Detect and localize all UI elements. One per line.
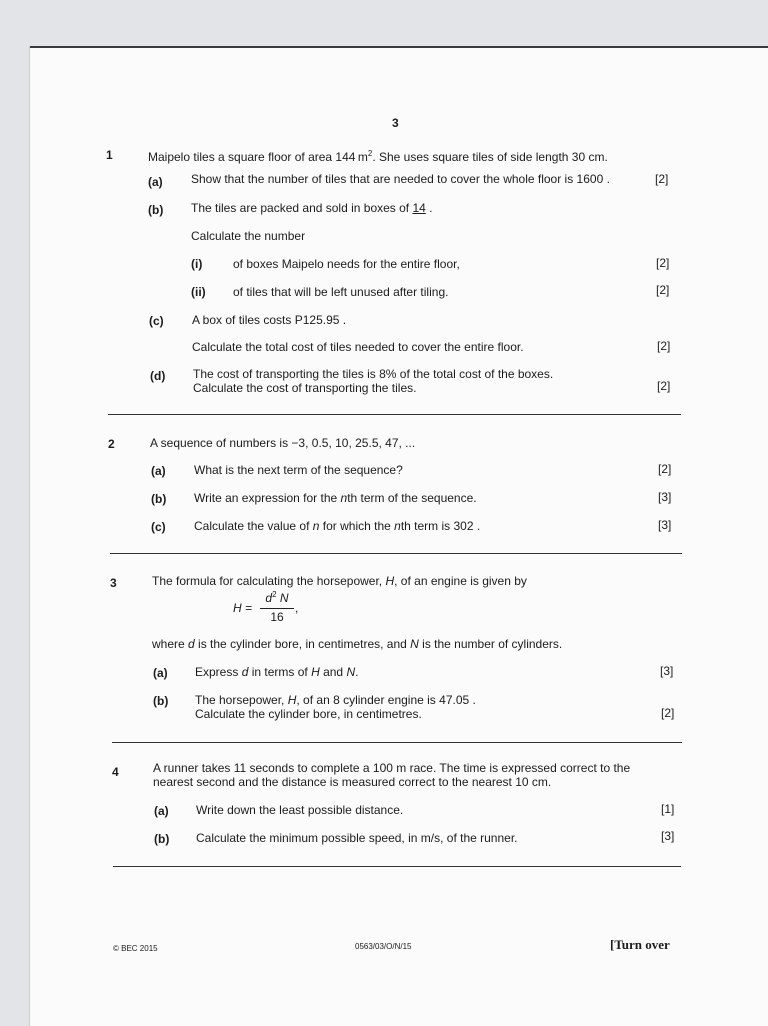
formula-denominator: 16	[270, 610, 284, 624]
formula-numerator: $d^2$ N	[265, 590, 289, 605]
q1-part-bi-label: (i)	[191, 257, 203, 271]
q1-part-bi-marks: [2]	[656, 256, 670, 270]
question-3-number: 3	[110, 576, 117, 590]
q1-part-a-marks: [2]	[655, 172, 669, 186]
question-1-number: 1	[106, 148, 113, 162]
q4-part-b-text: Calculate the minimum possible speed, in m/s, of the runner.	[196, 831, 518, 845]
q1-part-d-marks: [2]	[657, 379, 671, 393]
turn-over-label: [Turn over	[610, 937, 670, 952]
question-1-stem: Maipelo tiles a square floor of area 144 $m^2$. She uses square tiles of side length 30 cm.	[148, 149, 608, 164]
divider-q2	[110, 553, 682, 554]
q2-part-a-label: (a)	[151, 464, 166, 478]
q3-part-a-text: Express d in terms of H and N.	[195, 665, 359, 679]
question-2-stem: A sequence of numbers is −3, 0.5, 10, 25.5, 47, ...	[150, 436, 416, 450]
q3-part-b-label: (b)	[153, 694, 169, 708]
q2-part-a-marks: [2]	[658, 462, 672, 476]
q1-part-c-text2: Calculate the total cost of tiles needed to cover the entire floor.	[192, 340, 524, 354]
q1-part-c-text: A box of tiles costs P125.95 .	[192, 313, 347, 327]
divider-q3	[112, 742, 682, 743]
q1-part-bi-text: of boxes Maipelo needs for the entire floor,	[233, 257, 460, 271]
question-2-number: 2	[108, 437, 115, 451]
q1-part-c-label: (c)	[149, 314, 164, 328]
q2-part-a-text: What is the next term of the sequence?	[194, 463, 403, 477]
formula-lhs: H =	[233, 601, 253, 615]
page-number: 3	[392, 116, 399, 130]
q1-part-bii-label: (ii)	[191, 285, 206, 299]
q3-part-b-text2: Calculate the cylinder bore, in centimetres.	[195, 707, 422, 721]
q2-part-b-marks: [3]	[658, 490, 672, 504]
q1-part-a-label: (a)	[148, 175, 163, 189]
q3-part-a-marks: [3]	[660, 664, 674, 678]
exam-page	[30, 46, 768, 1026]
q4-part-a-marks: [1]	[661, 802, 675, 816]
q2-part-c-text: Calculate the value of n for which the nth term is 302 .	[194, 519, 481, 533]
q2-part-c-marks: [3]	[658, 518, 672, 532]
q3-part-b-marks: [2]	[661, 706, 675, 720]
question-3-stem: The formula for calculating the horsepower, H, of an engine is given by	[152, 574, 527, 588]
divider-q1	[108, 414, 681, 415]
question-4-stem2: nearest second and the distance is measured correct to the nearest 10 cm.	[153, 775, 552, 789]
question-4-stem: A runner takes 11 seconds to complete a 100 m race. The time is expressed correct to the	[153, 761, 631, 775]
q1-part-b-label: (b)	[148, 203, 164, 217]
q4-part-b-marks: [3]	[661, 829, 675, 843]
q2-part-c-label: (c)	[151, 520, 166, 534]
fraction-bar	[260, 608, 294, 609]
q4-part-a-label: (a)	[154, 804, 169, 818]
footer-copyright: © BEC 2015	[113, 944, 158, 953]
q1-part-b-intro: Calculate the number	[191, 229, 306, 243]
divider-q4	[113, 866, 681, 867]
q1-part-d-text: The cost of transporting the tiles is 8% of the total cost of the boxes.	[193, 367, 554, 381]
q3-part-b-text: The horsepower, H, of an 8 cylinder engine is 47.05 .	[195, 693, 476, 707]
q1-part-d-label: (d)	[150, 369, 166, 383]
formula-comma: ,	[295, 601, 299, 615]
q1-part-bii-text: of tiles that will be left unused after tiling.	[233, 285, 449, 299]
footer-paper-code: 0563/03/O/N/15	[355, 942, 412, 951]
q4-part-a-text: Write down the least possible distance.	[196, 803, 404, 817]
q2-part-b-text: Write an expression for the nth term of the sequence.	[194, 491, 477, 505]
q1-part-c-marks: [2]	[657, 339, 671, 353]
q1-part-d-text2: Calculate the cost of transporting the tiles.	[193, 381, 417, 395]
q1-part-b-text: The tiles are packed and sold in boxes of 14 .	[191, 201, 433, 215]
q1-part-a-text: Show that the number of tiles that are needed to cover the whole floor is 1600 .	[191, 172, 610, 186]
q1-part-bii-marks: [2]	[656, 283, 670, 297]
q2-part-b-label: (b)	[151, 492, 167, 506]
q3-part-a-label: (a)	[153, 666, 168, 680]
q4-part-b-label: (b)	[154, 832, 170, 846]
question-3-where: where d is the cylinder bore, in centimetres, and N is the number of cylinders.	[152, 637, 563, 651]
question-4-number: 4	[112, 765, 119, 779]
